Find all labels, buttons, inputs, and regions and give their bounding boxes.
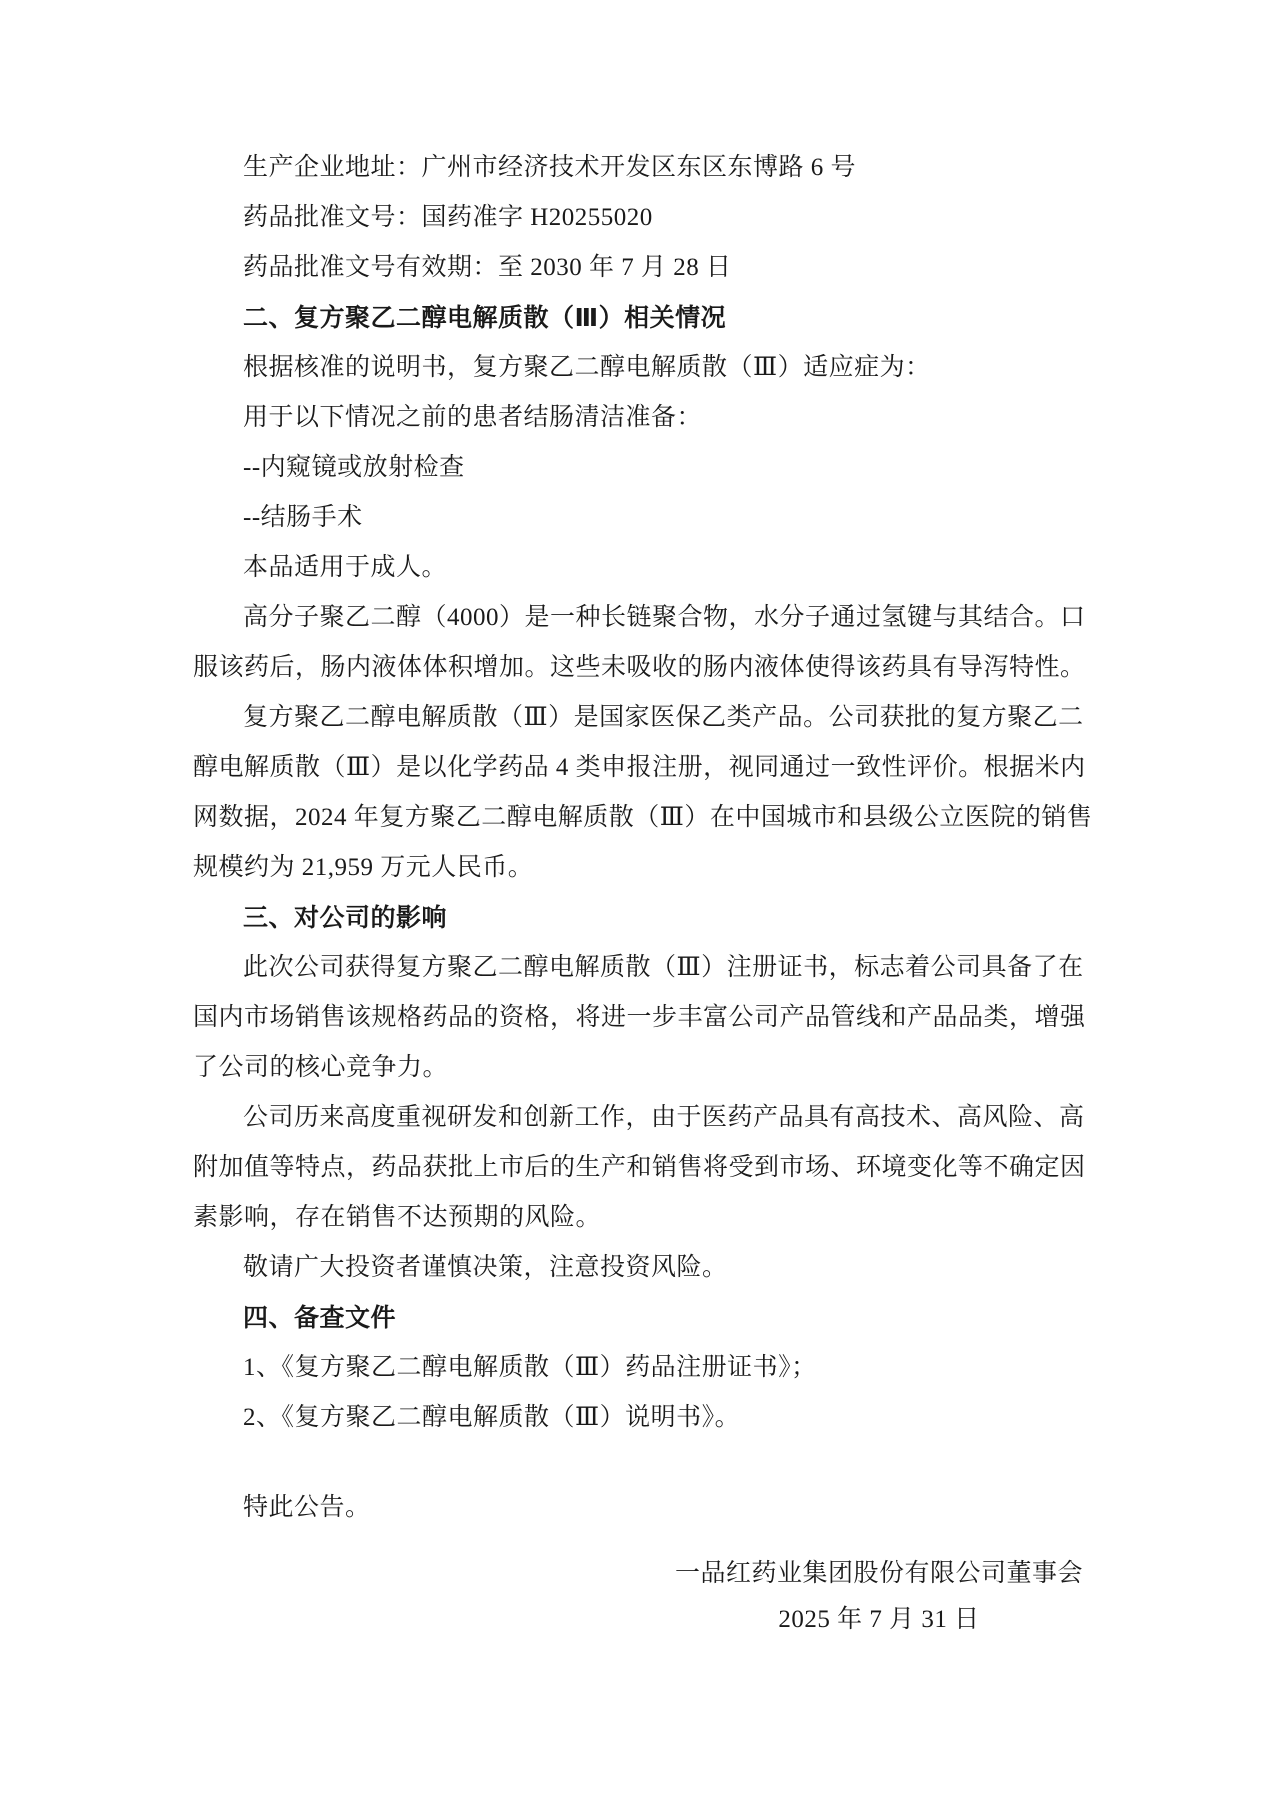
para-market-info-line-3: 网数据，2024 年复方聚乙二醇电解质散（Ⅲ）在中国城市和县级公立医院的销售 (193, 804, 1093, 831)
line-investor-notice: 敬请广大投资者谨慎决策，注意投资风险。 (243, 1254, 728, 1281)
para-peg-mechanism-line-1: 高分子聚乙二醇（4000）是一种长链聚合物，水分子通过氢键与其结合。口 (243, 604, 1086, 631)
line-closing-announcement: 特此公告。 (243, 1494, 371, 1521)
line-approval-validity: 药品批准文号有效期：至 2030 年 7 月 28 日 (243, 254, 732, 281)
heading-section-2: 二、复方聚乙二醇电解质散（Ⅲ）相关情况 (243, 304, 727, 332)
para-risk-line-1: 公司历来高度重视研发和创新工作，由于医药产品具有高技术、高风险、高 (243, 1104, 1085, 1131)
line-approval-number: 药品批准文号：国药准字 H20255020 (243, 204, 653, 231)
heading-section-4: 四、备查文件 (243, 1304, 397, 1332)
line-indications-intro: 根据核准的说明书，复方聚乙二醇电解质散（Ⅲ）适应症为： (243, 354, 931, 381)
para-impact-line-1: 此次公司获得复方聚乙二醇电解质散（Ⅲ）注册证书，标志着公司具备了在 (243, 954, 1084, 981)
signature-block (675, 1551, 1083, 1643)
para-impact-line-2: 国内市场销售该规格药品的资格，将进一步丰富公司产品管线和产品品类，增强 (193, 1004, 1086, 1031)
line-reference-doc-1: 1、《复方聚乙二醇电解质散（Ⅲ）药品注册证书》； (243, 1354, 817, 1381)
line-indication-surgery: --结肠手术 (243, 504, 363, 531)
signature-date: 2025 年 7 月 31 日 (778, 1606, 980, 1633)
para-market-info-line-4: 规模约为 21,959 万元人民币。 (193, 854, 534, 881)
line-indications-usage: 用于以下情况之前的患者结肠清洁准备： (243, 404, 703, 431)
heading-section-3: 三、对公司的影响 (243, 904, 448, 932)
para-risk-line-3: 素影响，存在销售不达预期的风险。 (193, 1204, 602, 1231)
para-risk-line-2: 附加值等特点，药品获批上市后的生产和销售将受到市场、环境变化等不确定因 (193, 1154, 1086, 1181)
signature-company: 一品红药业集团股份有限公司董事会 (674, 1560, 1083, 1587)
document-body (193, 143, 1098, 1643)
para-market-info-line-1: 复方聚乙二醇电解质散（Ⅲ）是国家医保乙类产品。公司获批的复方聚乙二 (243, 704, 1084, 731)
line-indication-endoscopy: --内窥镜或放射检查 (243, 454, 465, 481)
line-adults-note: 本品适用于成人。 (243, 554, 448, 581)
para-market-info-line-2: 醇电解质散（Ⅲ）是以化学药品 4 类申报注册，视同通过一致性评价。根据米内 (193, 754, 1086, 781)
line-reference-doc-2: 2、《复方聚乙二醇电解质散（Ⅲ）说明书》。 (243, 1404, 741, 1431)
para-peg-mechanism-line-2: 服该药后，肠内液体体积增加。这些未吸收的肠内液体使得该药具有导泻特性。 (193, 654, 1086, 681)
line-manufacturer-address: 生产企业地址：广州市经济技术开发区东区东博路 6 号 (243, 154, 857, 181)
para-impact-line-3: 了公司的核心竞争力。 (193, 1054, 449, 1081)
